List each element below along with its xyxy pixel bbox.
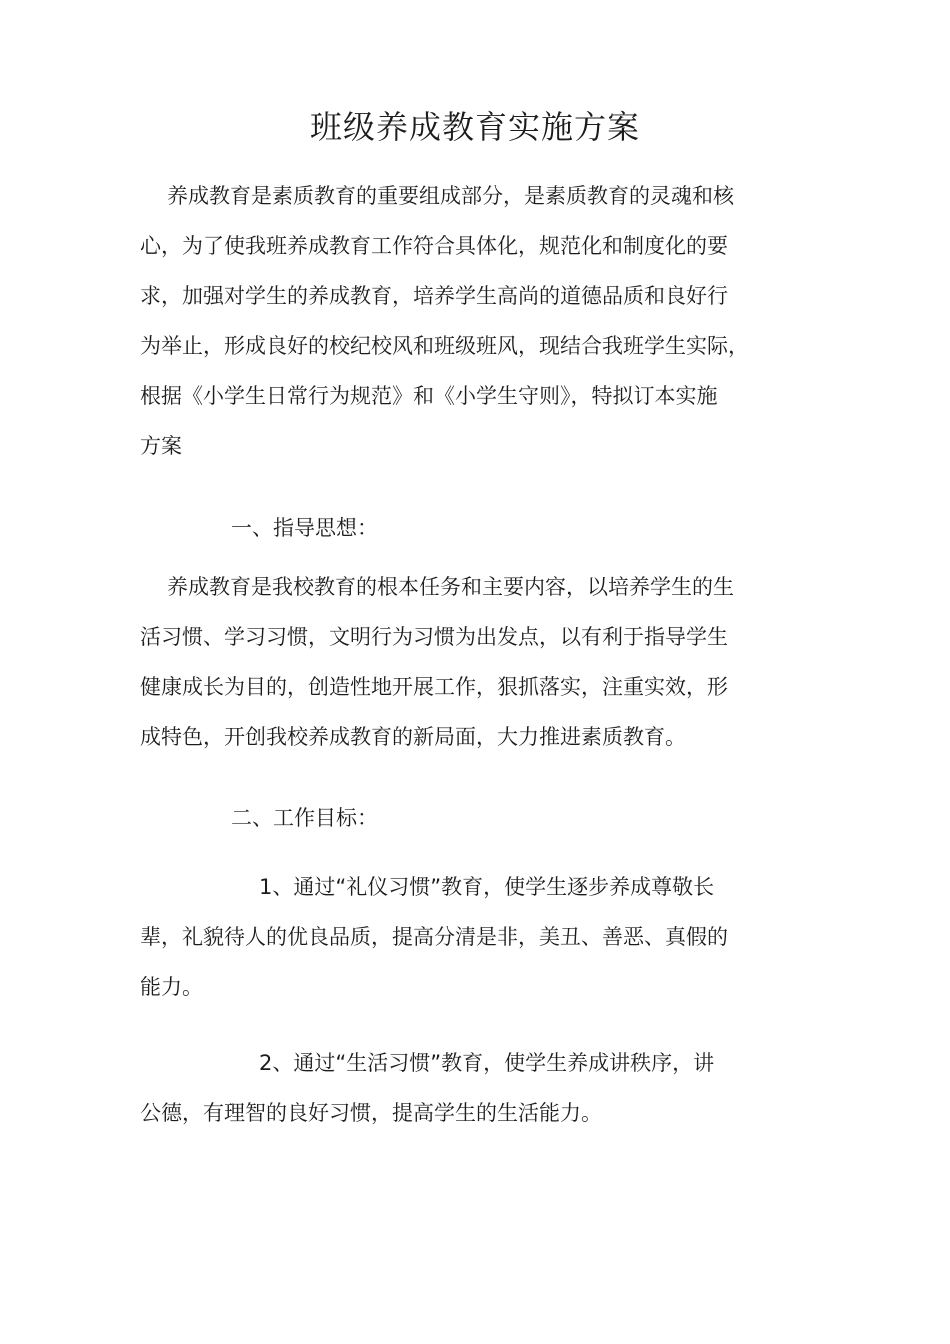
goal-item-line: 2、通过“生活习惯”教育，使学生养成讲秩序，讲 [259, 1051, 715, 1075]
intro-line: 方案 [140, 434, 182, 458]
paragraph-line: 成特色，开创我校养成教育的新局面，大力推进素质教育。 [140, 725, 686, 749]
paragraph-line: 健康成长为目的，创造性地开展工作，狠抓落实，注重实效，形 [140, 675, 728, 699]
guiding-ideology-paragraph [140, 562, 820, 762]
intro-line: 养成教育是素质教育的重要组成部分，是素质教育的灵魂和核 [167, 184, 734, 208]
goal-item-2 [140, 1038, 820, 1138]
goal-item-line: 公德，有理智的良好习惯，提高学生的生活能力。 [140, 1101, 602, 1125]
goal-item-line: 1、通过“礼仪习惯”教育，使学生逐步养成尊敬长 [259, 875, 715, 899]
paragraph-line: 活习惯、学习习惯，文明行为习惯为出发点，以有利于指导学生 [140, 625, 728, 649]
intro-line: 根据《小学生日常行为规范》和《小学生守则》，特拟订本实施 [140, 384, 718, 408]
section-heading-work-goals: 二、工作目标： [231, 806, 378, 830]
intro-line: 心，为了使我班养成教育工作符合具体化，规范化和制度化的要 [140, 234, 728, 258]
document-title: 班级养成教育实施方案 [309, 108, 640, 146]
intro-line: 求，加强对学生的养成教育，培养学生高尚的道德品质和良好行 [140, 284, 728, 308]
paragraph-line: 养成教育是我校教育的根本任务和主要内容，以培养学生的生 [167, 575, 734, 599]
section-heading-guiding-ideology: 一、指导思想： [231, 516, 378, 540]
goal-item-1 [140, 862, 820, 1012]
goal-item-line: 能力。 [140, 975, 203, 999]
goal-item-line: 辈，礼貌待人的优良品质，提高分清是非，美丑、善恶、真假的 [140, 925, 728, 949]
intro-line: 为举止，形成良好的校纪校风和班级班风，现结合我班学生实际， [140, 334, 749, 358]
intro-paragraph [140, 171, 820, 471]
